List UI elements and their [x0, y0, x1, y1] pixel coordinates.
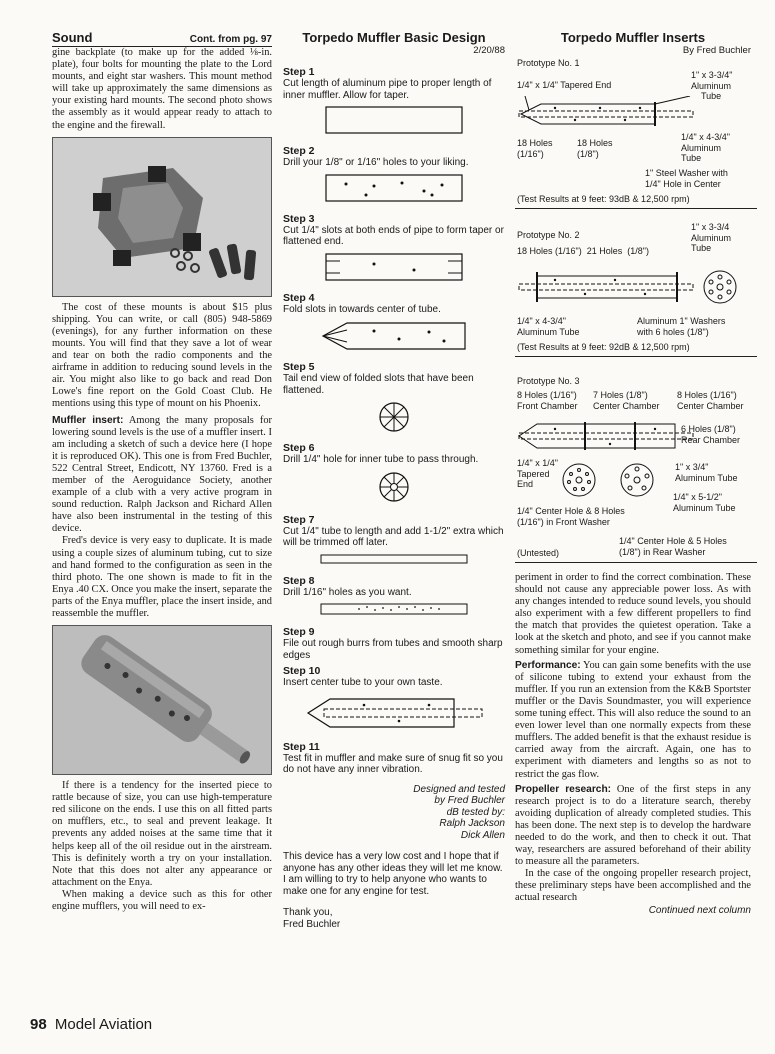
prototype-label: Prototype No. 1	[517, 58, 580, 68]
run-in-head: Propeller research:	[515, 783, 612, 795]
step-11	[283, 741, 505, 776]
inner-tube-figure	[319, 553, 469, 565]
signature-line: Dick Allen	[460, 829, 505, 841]
signature-line: dB tested by:	[446, 806, 505, 818]
step-text: Fold slots in towards center of tube.	[283, 303, 441, 315]
prototype-2-figure	[515, 268, 751, 308]
continued-from: Cont. from pg. 97	[189, 34, 272, 45]
callout: 6 Holes (1/8") Rear Chamber	[681, 424, 741, 445]
paragraph	[52, 415, 272, 536]
column-1	[52, 30, 272, 913]
callout: 1/4" x 1/4" Tapered End	[517, 80, 612, 90]
mount-assembly-image	[53, 138, 271, 296]
step-text: Cut 1/4" slots at both ends of pipe to form taper or flattened end.	[283, 224, 504, 247]
end-view-hole-figure	[377, 470, 411, 504]
step-8	[283, 575, 505, 617]
signature-line: Designed and tested	[413, 783, 505, 795]
step-text: Drill 1/16" holes as you want.	[283, 586, 412, 598]
step-heading: Step 9	[283, 626, 315, 638]
column-3	[515, 30, 751, 916]
paragraph: When making a device such as this for other engine mufflers, you will need to ex-	[52, 888, 272, 913]
callout: 1/4" x 4-3/4" Aluminum Tube	[517, 316, 580, 337]
step-heading: Step 6	[283, 442, 315, 454]
step-text: Drill your 1/8" or 1/16" holes to your liking.	[283, 157, 469, 168]
callout: 1/4" Center Hole & 8 Holes (1/16") in Front Washer	[517, 506, 625, 527]
prototype-1	[515, 56, 751, 214]
step-heading: Step 2	[283, 145, 315, 157]
callout: Aluminum 1" Washers with 6 holes (1/8")	[637, 316, 726, 337]
callout: 1/4" x 1/4" Tapered End	[517, 458, 558, 489]
callout: 1" Steel Washer with 1/4" Hole in Center	[645, 168, 728, 189]
test-result: (Test Results at 9 feet: 92dB & 12,500 rpm)	[517, 342, 690, 352]
prototype-2	[515, 222, 751, 376]
step-text: Test fit in muffler and make sure of snug fit so you do not have any inner vibration.	[283, 752, 503, 775]
paragraph: periment in order to find the correct combination. These should not cause any appreciable power loss. As with any changes intended to reduce sound levels, you should also experiment with a few different propellers to find the match that provides the quietest operation. Take a look at the sketch and photo, and see if you cannot make something similar for your engine.	[515, 572, 751, 656]
step-3	[283, 213, 505, 282]
slotted-pipe-figure	[324, 252, 464, 282]
test-result: (Test Results at 9 feet: 93dB & 12,500 rpm)	[517, 194, 690, 204]
page-number: 98	[30, 1016, 47, 1033]
folded-pipe-figure	[319, 319, 469, 353]
author-name: Fred Buchler	[283, 918, 341, 930]
step-heading: Step 7	[283, 513, 315, 526]
signature-line: by Fred Buchler	[434, 795, 505, 806]
step-heading: Step 1	[283, 66, 315, 78]
step-7	[283, 514, 505, 565]
callout: 1" x 3/4" Aluminum Tube	[675, 462, 738, 483]
signature-block	[283, 784, 505, 842]
column-2	[283, 30, 505, 930]
callout: 8 Holes (1/16") Front Chamber	[517, 390, 578, 411]
callout: 1/4" Center Hole & 5 Holes (1/8") in Rear Washer	[619, 536, 727, 557]
step-heading: Step 4	[283, 291, 315, 304]
paragraph: gine backplate (to make up for the added ⅛-in. plate), four bolts for mounting the plate to the Lord mounts, and eight star washers. This mount method will take up approximately the same dimensions as your existing hard mounts. The second photo shows the assembly as it would appear ready to attach to the engine and the firewall.	[52, 47, 272, 131]
design-title: Torpedo Muffler Basic Design	[302, 30, 486, 45]
callout: 1" x 3-3/4 Aluminum Tube	[691, 222, 732, 253]
closing-note: This device has a very low cost and I hope that if anyone has any other ideas they will let me know. I am willing to try to help anyone who wants to make one for any engine for test.	[283, 851, 503, 897]
signature-line: Ralph Jackson	[439, 818, 505, 829]
run-in-head: Performance:	[515, 659, 581, 671]
callout: 1/4" x 4-3/4" Aluminum Tube	[681, 132, 730, 163]
run-in-head: Muffler insert:	[52, 414, 124, 426]
step-heading: Step 3	[283, 212, 315, 225]
step-text: Drill 1/4" hole for inner tube to pass through.	[283, 454, 479, 465]
step-5	[283, 361, 505, 434]
step-4	[283, 292, 505, 354]
step-heading: Step 8	[283, 574, 315, 587]
prototype-label: Prototype No. 2	[517, 230, 580, 240]
paragraph-text: Among the many proposals for lowering sound levels is the use of a muffler insert. I am including a sketch of such a device here (I hope it is reproduced OK). This one is from Fred Buchler, 522 Central Street, Endicott, NY 13760. Fred is a member of the Aeroguidance Society, another example of a club with a very active program in sound reduction. Ralph Jackson and Richard Allen have also been instrumental in the testing of this device.	[52, 414, 272, 535]
plain-pipe-figure	[324, 105, 464, 135]
section-header	[52, 30, 272, 47]
paragraph: In the case of the ongoing propeller research project, these preliminary steps have been accomplished and the actual research	[515, 868, 751, 904]
callout: 1/4" x 5-1/2" Aluminum Tube	[673, 492, 736, 513]
paragraph	[515, 660, 751, 781]
end-view-figure	[377, 400, 411, 434]
step-text: Tail end view of folded slots that have been flattened.	[283, 373, 474, 396]
magazine-name: Model Aviation	[54, 1016, 153, 1033]
step-text: Cut length of aluminum pipe to proper length of inner muffler. Allow for taper.	[283, 78, 492, 101]
step-heading: Step 10	[283, 665, 321, 677]
paragraph-text: One of the first steps in any research project is to do a literature search, thereby avoiding duplication of already completed studies. This has been done. The next step is to develop the hardware needed to do the work, and then to check it out. That way, researchers are assured beforehand of their ability to measure all the parameters.	[515, 783, 751, 868]
step-9	[283, 626, 505, 661]
paragraph	[515, 784, 751, 869]
callout: 18 Holes (1/16")	[517, 138, 553, 159]
continued-next: Continued next column	[648, 904, 751, 916]
assembled-insert-figure	[304, 693, 484, 733]
prototype-3-washers	[561, 462, 661, 498]
callout: 18 Holes (1/16") 21 Holes (1/8")	[517, 246, 649, 256]
prototype-3	[515, 376, 751, 572]
paragraph-text: You can gain some benefits with the use of silicone tubing to extend your exhaust from the muffler. If you run an extension from the K&B Sportster muffler or the Davis Soundmaster, you will experience some tuning effect. This will also reduce the sound to an even lower level than one normally expects from these mufflers. The added benefit is that the exhaust residue is carried away from the aircraft. Again, one has to experiment with diameters and lengths so as not to restrict the gas flow.	[515, 659, 751, 780]
drilled-inner-tube-figure	[319, 602, 469, 616]
muffler-insert-photo	[52, 625, 272, 775]
step-6	[283, 442, 505, 504]
prototype-1-figure	[515, 96, 751, 132]
callout: 8 Holes (1/16") Center Chamber	[677, 390, 744, 411]
step-text: Cut 1/4" tube to length and add 1-1/2" extra which will be trimmed off later.	[283, 525, 504, 548]
section-title: Sound	[52, 30, 93, 45]
paragraph: If there is a tendency for the inserted piece to rattle because of size, you can use high-temperature red silicone on the ends. I use this on all fitted parts on mufflers, etc., to seal and prevent leakage. It prevents any added noises at the same time that it helps keep all of the oil residue out in the airstream. This is definitely worth a try on your installation. Note that this does not alter any appearance or attachment on the Enya.	[52, 780, 272, 888]
engine-mount-photo	[52, 137, 272, 297]
step-heading: Step 5	[283, 361, 315, 373]
step-2	[283, 145, 505, 203]
step-text: Insert center tube to your own taste.	[283, 677, 443, 688]
design-date: 2/20/88	[473, 45, 505, 56]
paragraph: Fred's device is very easy to duplicate. It is made using a couple sizes of aluminum tubing, cut to size and hand formed to the configuration as seen in the third photo. The one shown is made to fit in the Enya .40 CX. Once you make the insert, separate the parts of the Enya muffler, place the insert inside, and reassemble the muffler.	[52, 535, 272, 619]
callout: 7 Holes (1/8") Center Chamber	[593, 390, 660, 411]
thanks: Thank you,	[283, 907, 333, 918]
callout: 1" x 3-3/4" Aluminum Tube	[691, 70, 733, 101]
drilled-pipe-figure	[324, 173, 464, 203]
prototype-label: Prototype No. 3	[517, 376, 580, 386]
step-1	[283, 66, 505, 135]
paragraph: The cost of these mounts is about $15 plus shipping. You can write, or call (805) 948-5869 (evenings), for any further information on these mounts. You will find that they save a lot of wear and tear on both the radio components and the airframe in addition to reducing sound levels in the air. You might also like to go back and read Don Lowe's fine report on the Gold Coast Club. He mentions using this type of mount on his Phoenix.	[52, 301, 272, 410]
test-result: (Untested)	[517, 548, 560, 558]
inserts-title: Torpedo Muffler Inserts	[560, 30, 706, 45]
page-footer	[30, 1016, 152, 1033]
muffler-insert-image	[53, 626, 271, 774]
inserts-byline: By Fred Buchler	[682, 45, 751, 56]
step-10	[283, 665, 505, 733]
step-text: File out rough burrs from tubes and smooth sharp edges	[283, 638, 503, 661]
callout: 18 Holes (1/8")	[577, 138, 613, 159]
step-heading: Step 11	[283, 740, 320, 753]
